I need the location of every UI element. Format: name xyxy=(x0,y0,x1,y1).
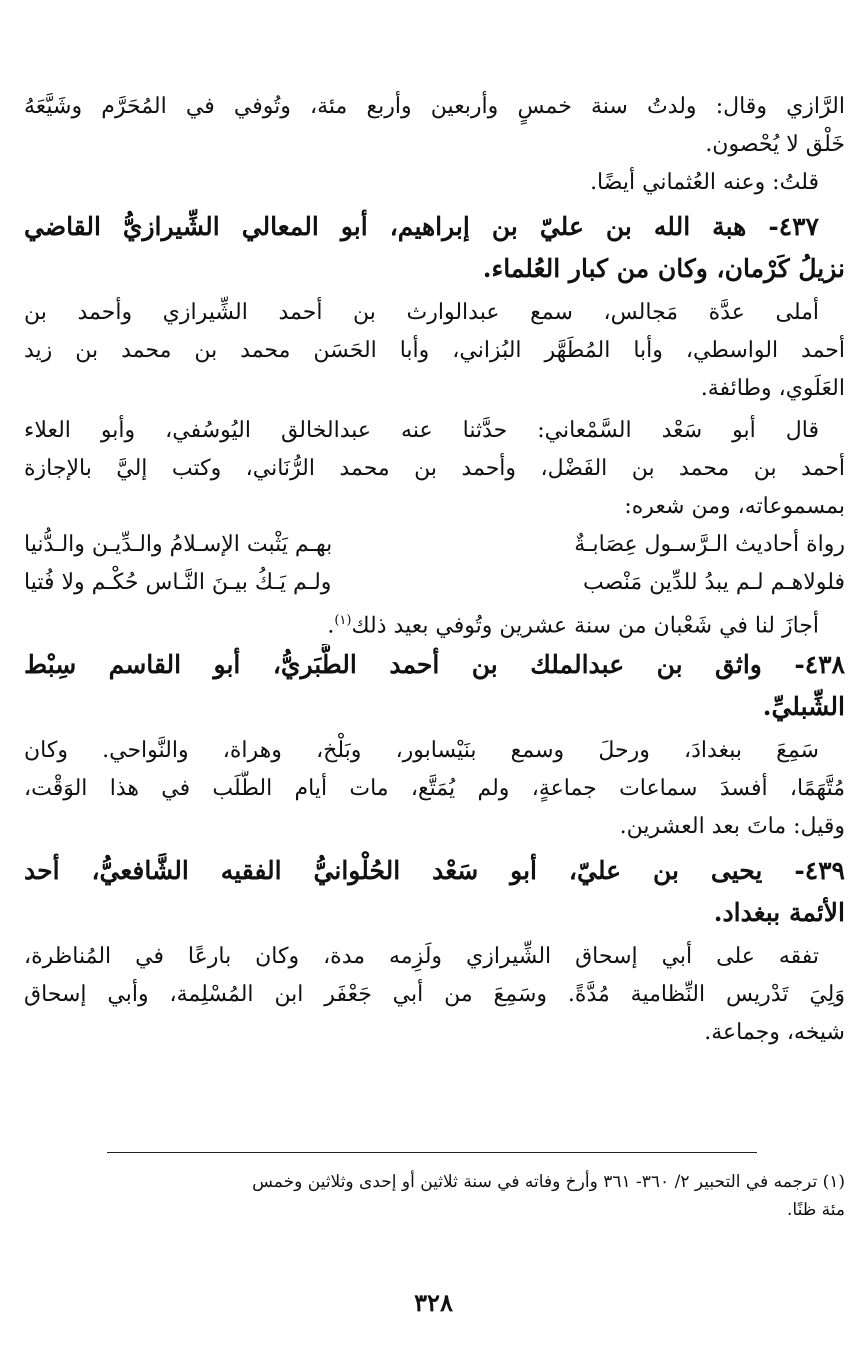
entry-heading-437: ٤٣٧- هبة الله بن عليّ بن إبراهيم، أبو المعالي الشِّيرازيُّ القاضي xyxy=(24,212,819,241)
footnote-line: مئة ظنًا. xyxy=(787,1200,845,1220)
text-line: شيخه، وجماعة. xyxy=(704,1020,845,1045)
footnote-divider xyxy=(107,1152,757,1153)
text-line: قلتُ: وعنه العُثماني أيضًا. xyxy=(590,170,819,195)
verse-hemistich: بهـم يَثْبت الإسـلامُ والـدِّيـن والـدُّنيا xyxy=(24,532,333,557)
text-line: أحمد الواسطي، وأبا المُطَهَّر البُزاني، وأبا الحَسَن محمد بن محمد بن زيد xyxy=(24,338,845,363)
text-line: بمسموعاته، ومن شعره: xyxy=(624,494,845,519)
text-line: خَلْق لا يُحْصون. xyxy=(705,132,845,157)
text-line xyxy=(24,602,845,640)
verse-hemistich: ولـم يَـكُ بيـنَ النَّـاس حُكْـم ولا فُتيا xyxy=(24,570,332,595)
footnote xyxy=(24,1168,845,1224)
entry-heading-439: ٤٣٩- يحيى بن عليّ، أبو سَعْد الحُلْوانيُّ الفقيه الشَّافعيُّ، أحد xyxy=(24,856,845,885)
entry-heading-437-cont: نزيلُ كَرْمان، وكان من كبار العُلماء. xyxy=(482,254,845,283)
text-line: مُتَّهَمًا، أفسدَ سماعات جماعةٍ، ولم يُمَتَّع، مات أيام الطَّلَب في هذا الوَقْت، xyxy=(24,776,845,801)
verse-hemistich: فلولاهـم لـم يبدُ للدِّين مَنْصب xyxy=(583,570,845,595)
poem-verse-1 xyxy=(24,526,845,564)
footnote-line: (١) ترجمه في التحبير ٢/ ٣٦٠- ٣٦١ وأرخ وفاته في سنة ثلاثين أو إحدى وثلاثين وخمس xyxy=(252,1172,845,1192)
text-line: وَلِيَ تَدْريس النِّظامية مُدَّةً. وسَمِعَ من أبي جَعْفَر ابن المُسْلِمة، وأبي إسحاق xyxy=(24,982,845,1007)
text-line: قال أبو سَعْد السَّمْعاني: حدَّثنا عنه عبدالخالق اليُوسُفي، وأبو العلاء xyxy=(24,418,819,443)
entry-heading-438: ٤٣٨- واثق بن عبدالملك بن أحمد الطَّبَريُّ، أبو القاسم سِبْط xyxy=(24,650,845,679)
entry-heading-439-cont: الأئمة ببغداد. xyxy=(713,898,845,927)
text-line: وقيل: ماتَ بعد العشرين. xyxy=(619,814,845,839)
text-segment: . xyxy=(327,613,335,639)
text-line: أحمد بن محمد بن الفَضْل، وأحمد بن محمد الرُّنَاني، وكتب إليَّ بالإجازة xyxy=(24,456,845,481)
text-line: أملى عدَّة مَجالس، سمع عبدالوارث بن أحمد الشِّيرازي وأحمد بن xyxy=(24,300,819,325)
entry-heading-438-cont: الشِّبليِّ. xyxy=(762,692,845,721)
poem-verse-2 xyxy=(24,564,845,602)
text-segment: أجازَ لنا في شَعْبان من سنة عشرين وتُوفي بعيد ذلك xyxy=(351,613,819,639)
verse-hemistich: رواة أحاديث الـرَّسـول عِصَابـةٌ xyxy=(574,532,845,557)
text-line: تفقه على أبي إسحاق الشِّيرازي ولَزِمه مدة، وكان بارعًا في المُناظرة، xyxy=(24,944,819,969)
footnote-marker: (١) xyxy=(334,613,352,628)
page-number: ٣٢٨ xyxy=(414,1288,453,1317)
text-line: سَمِعَ ببغدادَ، ورحلَ وسمع بنَيْسابور، وبَلْخ، وهراة، والنَّواحي. وكان xyxy=(24,738,819,763)
text-line: الرَّازي وقال: ولدتُ سنة خمسٍ وأربعين وأربع مئة، وتُوفي في المُحَرَّم وشَيَّعَهُ xyxy=(24,94,845,119)
text-line: العَلَوي، وطائفة. xyxy=(700,376,845,401)
